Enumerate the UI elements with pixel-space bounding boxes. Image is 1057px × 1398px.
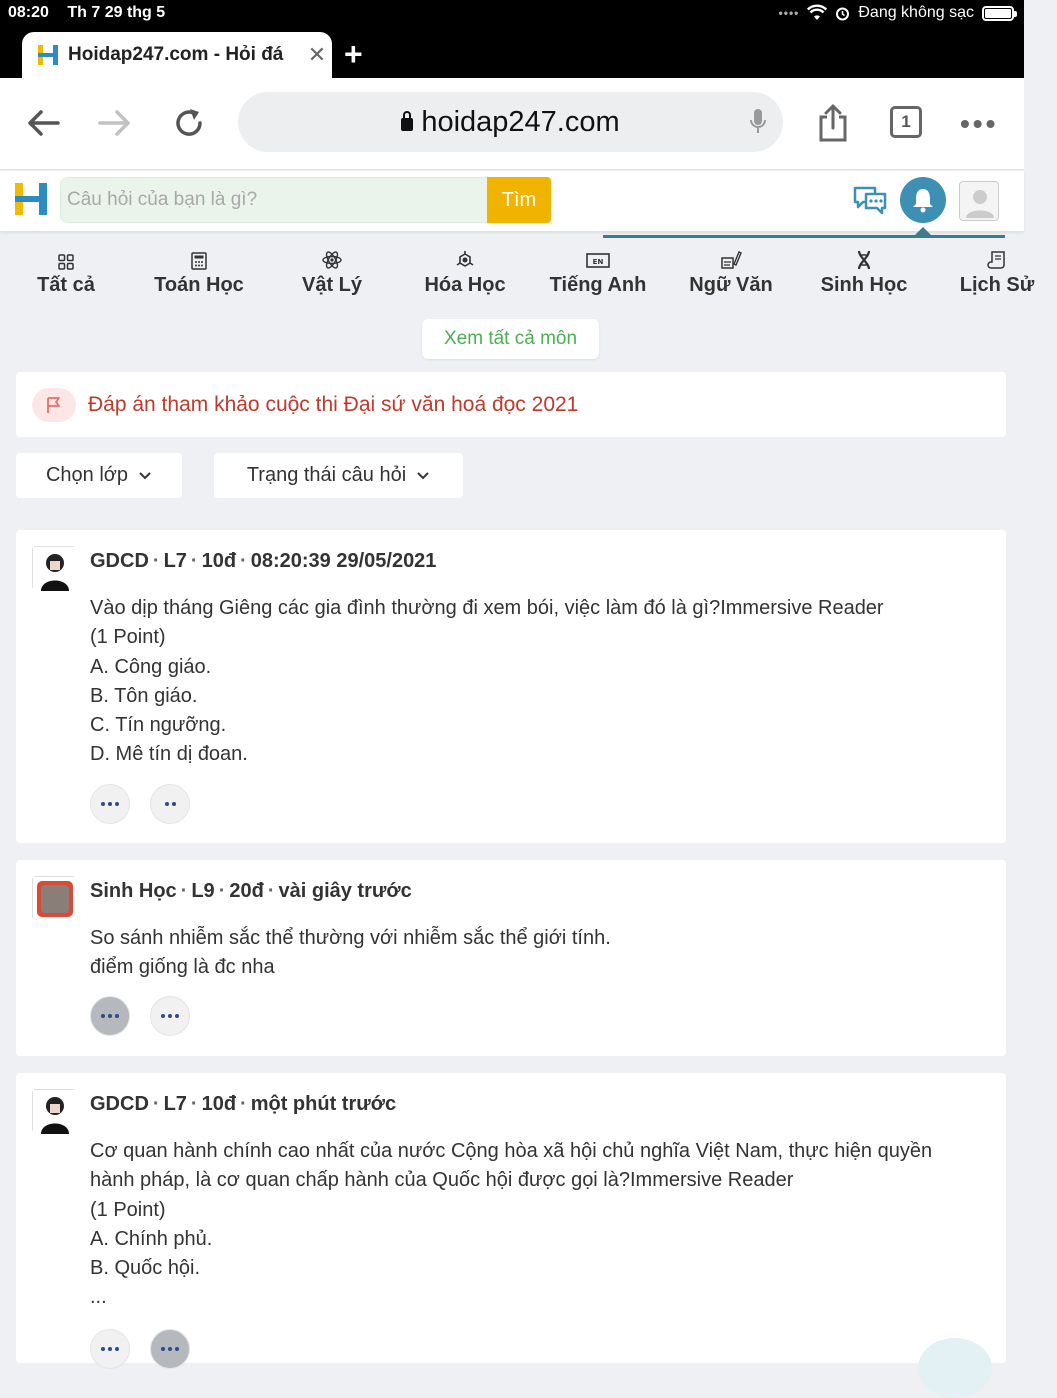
question-line: B. Tôn giáo. <box>90 684 198 707</box>
status-filter-dropdown[interactable] <box>214 453 463 498</box>
writing-icon <box>720 250 742 270</box>
subject-label: Vật Lý <box>301 274 363 296</box>
tab-count-button[interactable]: 1 <box>890 106 922 138</box>
subject-tab-chemistry[interactable] <box>405 240 525 297</box>
search-input[interactable] <box>61 178 487 222</box>
question-body[interactable] <box>90 1137 932 1313</box>
alarm-icon <box>835 6 850 21</box>
question-line: Cơ quan hành chính cao nhất của nước Cộng hòa xã hội chủ nghĩa Việt Nam, thực hiện quyền <box>90 1140 933 1162</box>
browser-tab[interactable] <box>22 32 332 78</box>
signal-dots-icon: •••• <box>778 6 800 20</box>
question-points: 10đ <box>201 550 237 572</box>
notification-button[interactable] <box>900 177 946 223</box>
subject-nav <box>0 240 1035 315</box>
share-button[interactable] <box>808 98 858 148</box>
question-card[interactable] <box>16 1073 1006 1363</box>
share-icon <box>817 104 849 142</box>
question-line: ... <box>90 1286 107 1309</box>
status-bar <box>0 0 1024 28</box>
subject-tab-all[interactable] <box>6 240 126 297</box>
more-menu-icon[interactable]: ••• <box>960 108 999 139</box>
grid-icon <box>58 254 74 270</box>
question-grade: L7 <box>163 550 187 572</box>
question-grade: L9 <box>191 880 215 902</box>
question-meta: Sinh Học · L9 · 20đ · vài giây trước <box>90 880 412 902</box>
reload-icon <box>172 106 206 140</box>
site-header <box>0 171 1024 231</box>
question-points: 20đ <box>229 880 264 902</box>
question-meta: GDCD · L7 · 10đ · 08:20:39 29/05/2021 <box>90 550 437 572</box>
answerer-avatar[interactable] <box>150 996 190 1036</box>
subject-label: Toán Học <box>154 274 244 296</box>
user-placeholder-icon <box>960 182 1000 222</box>
answerer-avatar[interactable] <box>90 996 130 1036</box>
subject-tab-history[interactable] <box>937 240 1057 297</box>
question-line: A. Công giáo. <box>90 655 212 678</box>
question-line: So sánh nhiễm sắc thể thường với nhiễm sắc thể giới tính. <box>90 927 611 949</box>
chevron-down-icon <box>416 471 430 481</box>
url-bar[interactable] <box>238 92 783 152</box>
lock-icon <box>401 118 413 131</box>
floating-action-button[interactable] <box>918 1338 992 1398</box>
question-meta: GDCD · L7 · 10đ · một phút trước <box>90 1093 397 1115</box>
announcement-banner[interactable] <box>16 372 1006 437</box>
english-icon <box>586 252 610 270</box>
subject-label: Tất cả <box>37 274 95 296</box>
battery-icon <box>982 6 1014 21</box>
question-line: Vào dịp tháng Giêng các gia đình thường đi xem bói, việc làm đó là gì?Immersive Reader <box>90 597 884 619</box>
browser-toolbar <box>0 78 1024 170</box>
subject-label: Hóa Học <box>424 274 506 296</box>
flag-icon <box>32 388 76 422</box>
chevron-down-icon <box>138 471 152 481</box>
arrow-left-icon <box>25 107 61 139</box>
question-body[interactable] <box>90 924 611 983</box>
question-line: (1 Point) <box>90 1198 166 1221</box>
subject-label: Sinh Học <box>820 274 908 296</box>
search-box <box>60 177 488 223</box>
tab-title: Hoidap247.com - Hỏi đá <box>68 44 284 65</box>
calculator-icon <box>190 252 208 270</box>
subject-label: Tiếng Anh <box>549 274 647 296</box>
bell-icon <box>911 187 935 213</box>
forward-button[interactable] <box>90 98 140 148</box>
browser-tab-bar <box>0 28 1024 78</box>
question-line: C. Tín ngưỡng. <box>90 714 227 737</box>
avatar[interactable] <box>32 1089 76 1133</box>
chat-icon[interactable] <box>852 185 888 215</box>
notification-indicator <box>603 235 1005 238</box>
avatar[interactable] <box>32 876 76 920</box>
answerer-avatars <box>90 996 190 1036</box>
question-grade: L7 <box>163 1093 187 1115</box>
question-time: một phút trước <box>250 1093 397 1115</box>
url-text: hoidap247.com <box>421 105 620 138</box>
back-button[interactable] <box>18 98 68 148</box>
question-line: điểm giống là đc nha <box>90 956 275 979</box>
close-tab-icon[interactable]: ✕ <box>307 42 327 67</box>
status-date: Th 7 29 thg 5 <box>67 4 166 21</box>
status-filter-label: Trạng thái câu hỏi <box>246 464 407 486</box>
question-time: vài giây trước <box>278 880 412 902</box>
question-line: D. Mê tín dị đoan. <box>90 743 248 766</box>
question-card[interactable] <box>16 530 1006 843</box>
scroll-icon <box>987 250 1007 270</box>
user-avatar[interactable] <box>959 181 999 221</box>
question-points: 10đ <box>201 1093 237 1115</box>
dna-icon <box>856 250 872 270</box>
answerer-avatar[interactable] <box>90 784 130 824</box>
question-card[interactable] <box>16 860 1006 1056</box>
svg-text:EN: EN <box>592 258 604 266</box>
question-subject[interactable]: GDCD <box>90 550 149 572</box>
question-body[interactable] <box>90 594 884 770</box>
grade-filter-label: Chọn lớp <box>45 464 129 486</box>
hoidap-favicon-icon <box>36 43 60 67</box>
question-line: B. Quốc hội. <box>90 1257 201 1280</box>
microphone-icon[interactable] <box>749 108 767 136</box>
subject-tab-physics[interactable] <box>272 240 392 297</box>
answerer-avatars <box>90 1329 190 1369</box>
view-all-subjects-button[interactable]: Xem tất cả môn <box>422 319 599 359</box>
arrow-right-icon <box>97 107 133 139</box>
subject-tab-biology[interactable] <box>804 240 924 297</box>
question-line: (1 Point) <box>90 626 166 649</box>
status-time: 08:20 <box>8 4 49 21</box>
avatar[interactable] <box>32 546 76 590</box>
answerer-avatars <box>90 784 190 824</box>
atom-icon <box>322 250 342 270</box>
answerer-avatar[interactable] <box>150 784 190 824</box>
answerer-avatar[interactable] <box>90 1329 130 1369</box>
subject-tab-literature[interactable] <box>671 240 791 297</box>
subject-tab-math[interactable] <box>139 240 259 297</box>
question-time: 08:20:39 29/05/2021 <box>250 550 437 572</box>
site-logo[interactable] <box>14 181 48 217</box>
new-tab-icon[interactable]: + <box>344 36 363 72</box>
molecule-icon <box>455 250 475 270</box>
subject-label: Lịch Sử <box>959 274 1035 296</box>
question-subject[interactable]: Sinh Học <box>90 880 177 902</box>
wifi-icon <box>807 5 827 21</box>
answerer-avatar[interactable] <box>150 1329 190 1369</box>
question-line: hành pháp, là cơ quan chấp hành của Quốc hội được gọi là?Immersive Reader <box>90 1169 794 1192</box>
subject-label: Ngữ Văn <box>689 274 773 296</box>
grade-filter-dropdown[interactable] <box>16 453 182 498</box>
charging-status: Đang không sạc <box>858 4 974 21</box>
reload-button[interactable] <box>164 98 214 148</box>
question-line: A. Chính phủ. <box>90 1227 213 1250</box>
announcement-text: Đáp án tham khảo cuộc thi Đại sứ văn hoá đọc 2021 <box>88 392 579 416</box>
question-subject[interactable]: GDCD <box>90 1093 149 1115</box>
subject-tab-english[interactable] <box>538 240 658 297</box>
search-button[interactable]: Tìm <box>487 177 551 223</box>
